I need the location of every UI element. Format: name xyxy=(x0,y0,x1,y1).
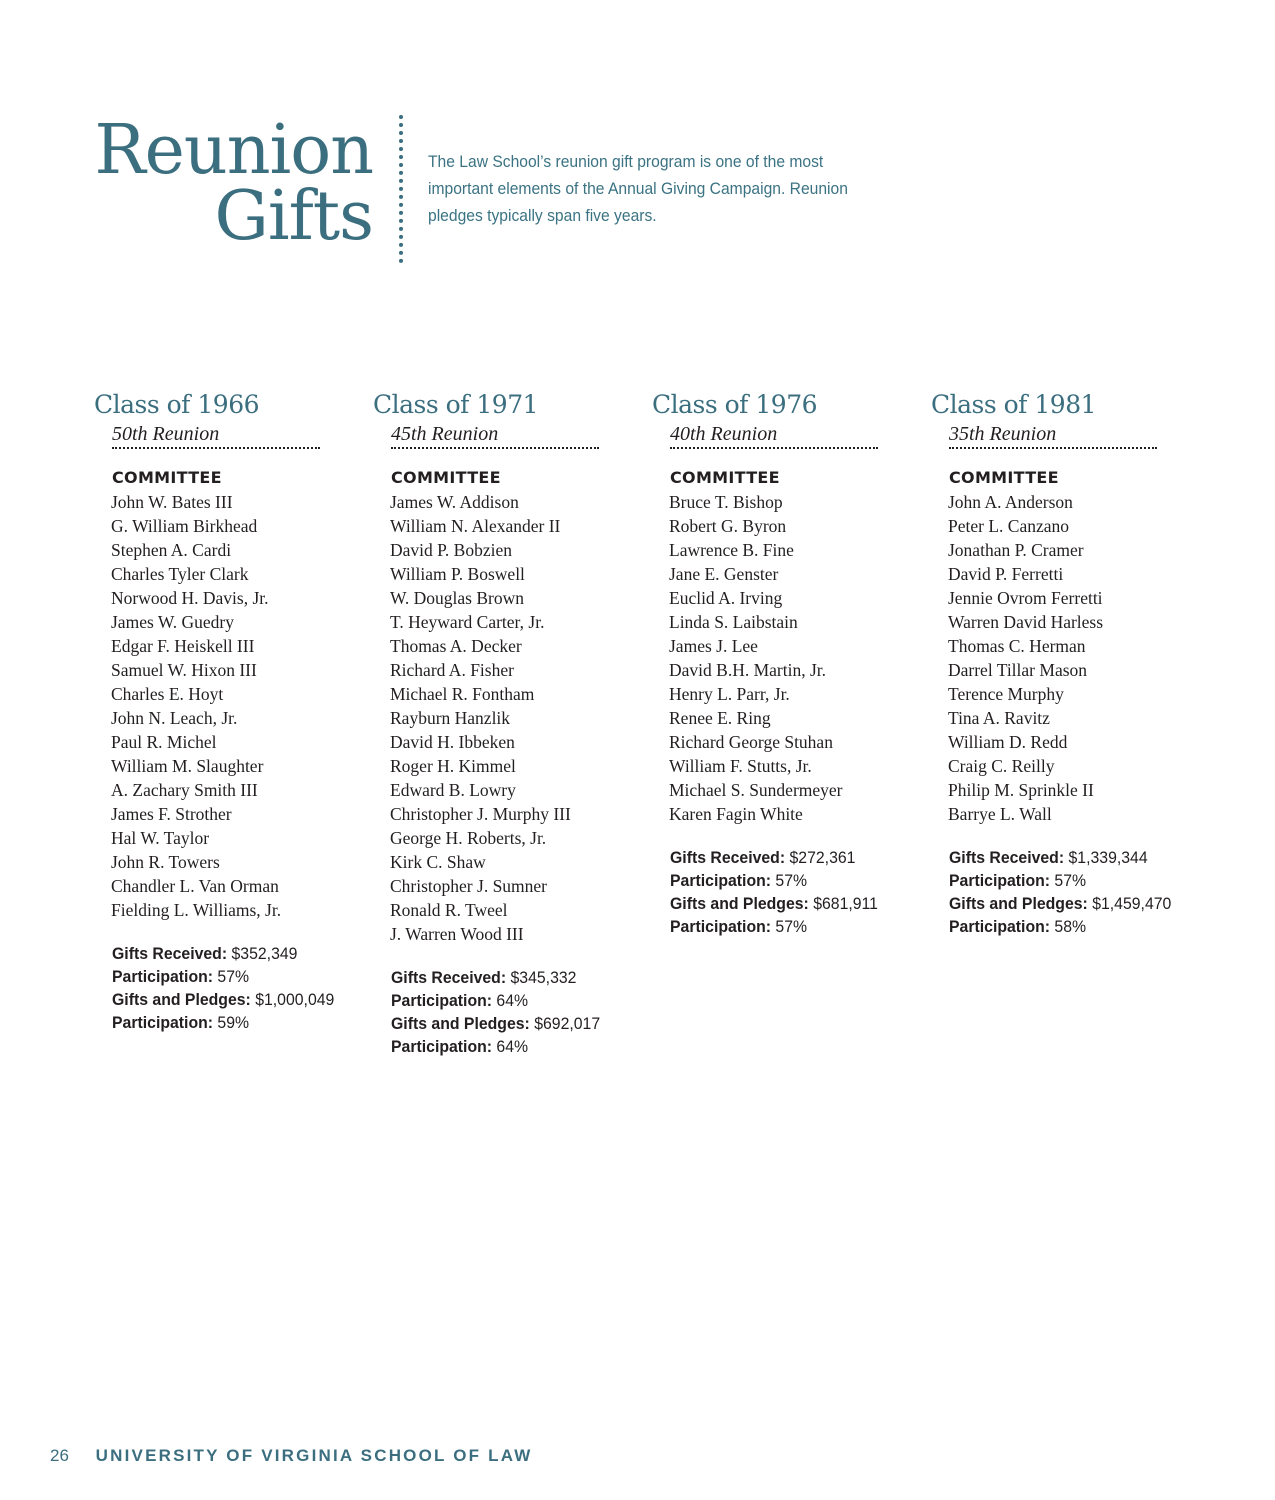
committee-member: Stephen A. Cardi xyxy=(111,540,232,560)
stat-row xyxy=(112,965,356,988)
stat-row xyxy=(949,892,1193,915)
committee-member: Hal W. Taylor xyxy=(111,828,210,848)
intro-paragraph: The Law School’s reunion gift program is one of the most important elements of the Annual Giving Campaign. Reunion pledges typically span five years. xyxy=(428,152,848,225)
class-title: Class of 1976 xyxy=(652,390,818,419)
stat-row xyxy=(112,1011,356,1034)
stat-value: 64% xyxy=(496,991,529,1010)
committee-member: Karen Fagin White xyxy=(669,804,803,824)
committee-list xyxy=(669,490,932,826)
committee-member: Jonathan P. Cramer xyxy=(948,540,1084,560)
committee-member: Michael R. Fontham xyxy=(390,684,535,704)
stat-value: 64% xyxy=(496,1037,529,1056)
committee-member: Peter L. Canzano xyxy=(948,516,1069,536)
committee-heading: COMMITTEE xyxy=(949,468,1059,487)
stat-value: $345,332 xyxy=(510,968,577,987)
committee-member: James W. Addison xyxy=(390,492,519,512)
stat-label: Participation: xyxy=(949,917,1051,936)
committee-member: Thomas C. Herman xyxy=(948,636,1086,656)
committee-member: William F. Stutts, Jr. xyxy=(669,756,812,776)
committee-member: G. William Birkhead xyxy=(111,516,258,536)
stat-label: Participation: xyxy=(112,967,214,986)
stat-label: Gifts and Pledges: xyxy=(112,990,251,1009)
committee-member: Lawrence B. Fine xyxy=(669,540,794,560)
class-title: Class of 1971 xyxy=(373,390,539,419)
stat-value: $352,349 xyxy=(231,944,298,963)
committee-member: Linda S. Laibstain xyxy=(669,612,798,632)
committee-member: John A. Anderson xyxy=(948,492,1073,512)
committee-heading: COMMITTEE xyxy=(112,468,222,487)
committee-list xyxy=(111,490,374,922)
stat-value: 57% xyxy=(775,871,808,890)
stat-row xyxy=(391,966,635,989)
committee-member: James W. Guedry xyxy=(111,612,234,632)
stat-row xyxy=(391,1035,635,1058)
stat-row xyxy=(949,915,1193,938)
committee-member: Norwood H. Davis, Jr. xyxy=(111,588,269,608)
committee-list xyxy=(390,490,653,946)
dotted-divider xyxy=(399,115,403,263)
committee-member: Richard A. Fisher xyxy=(390,660,514,680)
stat-label: Gifts Received: xyxy=(670,848,786,867)
committee-member: T. Heyward Carter, Jr. xyxy=(390,612,545,632)
committee-member: David B.H. Martin, Jr. xyxy=(669,660,827,680)
committee-member: Craig C. Reilly xyxy=(948,756,1055,776)
page-number: 26 xyxy=(50,1446,69,1465)
class-column-1981 xyxy=(931,388,1211,938)
class-column-1966 xyxy=(94,388,374,1034)
committee-member: John N. Leach, Jr. xyxy=(111,708,238,728)
stat-row xyxy=(391,989,635,1012)
class-title: Class of 1966 xyxy=(94,390,260,419)
committee-member: David H. Ibbeken xyxy=(390,732,515,752)
stat-row xyxy=(949,846,1193,869)
gift-stats xyxy=(391,966,653,1058)
stat-value: 57% xyxy=(1054,871,1087,890)
committee-member: Charles E. Hoyt xyxy=(111,684,224,704)
committee-member: Ronald R. Tweel xyxy=(390,900,508,920)
committee-member: Kirk C. Shaw xyxy=(390,852,486,872)
committee-member: William P. Boswell xyxy=(390,564,525,584)
title-line-gifts: Gifts xyxy=(214,177,373,256)
committee-member: Warren David Harless xyxy=(948,612,1104,632)
stat-value: 57% xyxy=(217,967,250,986)
reunion-label: 45th Reunion xyxy=(391,422,599,449)
stat-value: $272,361 xyxy=(789,848,856,867)
gift-stats xyxy=(670,846,932,938)
committee-member: Richard George Stuhan xyxy=(669,732,833,752)
committee-member: Barrye L. Wall xyxy=(948,804,1052,824)
title-line-reunion: Reunion xyxy=(94,111,373,190)
stat-label: Gifts and Pledges: xyxy=(391,1014,530,1033)
stat-row xyxy=(391,1012,635,1035)
committee-member: Tina A. Ravitz xyxy=(948,708,1050,728)
stat-label: Gifts Received: xyxy=(112,944,228,963)
stat-row xyxy=(670,892,914,915)
stat-label: Gifts Received: xyxy=(949,848,1065,867)
stat-row xyxy=(670,846,914,869)
stat-label: Participation: xyxy=(391,991,493,1010)
committee-member: Paul R. Michel xyxy=(111,732,217,752)
committee-member: Bruce T. Bishop xyxy=(669,492,783,512)
committee-member: Roger H. Kimmel xyxy=(390,756,516,776)
committee-member: John W. Bates III xyxy=(111,492,233,512)
stat-label: Gifts and Pledges: xyxy=(949,894,1088,913)
reunion-label: 50th Reunion xyxy=(112,422,320,449)
stat-row xyxy=(949,869,1193,892)
stat-value: 57% xyxy=(775,917,808,936)
stat-label: Participation: xyxy=(112,1013,214,1032)
committee-member: John R. Towers xyxy=(111,852,220,872)
committee-member: Philip M. Sprinkle II xyxy=(948,780,1094,800)
committee-member: George H. Roberts, Jr. xyxy=(390,828,547,848)
committee-member: David P. Ferretti xyxy=(948,564,1064,584)
committee-member: David P. Bobzien xyxy=(390,540,513,560)
stat-label: Gifts Received: xyxy=(391,968,507,987)
reunion-label: 35th Reunion xyxy=(949,422,1157,449)
stat-value: $1,000,049 xyxy=(255,990,335,1009)
committee-member: Michael S. Sundermeyer xyxy=(669,780,843,800)
committee-member: Charles Tyler Clark xyxy=(111,564,249,584)
class-column-1971 xyxy=(373,388,653,1058)
committee-member: W. Douglas Brown xyxy=(390,588,525,608)
committee-member: James J. Lee xyxy=(669,636,758,656)
committee-member: William N. Alexander II xyxy=(390,516,561,536)
committee-member: William M. Slaughter xyxy=(111,756,264,776)
committee-list xyxy=(948,490,1211,826)
stat-row xyxy=(112,942,356,965)
committee-member: Terence Murphy xyxy=(948,684,1064,704)
committee-member: Fielding L. Williams, Jr. xyxy=(111,900,282,920)
committee-member: Jennie Ovrom Ferretti xyxy=(948,588,1103,608)
stat-value: 58% xyxy=(1054,917,1087,936)
committee-member: Chandler L. Van Orman xyxy=(111,876,279,896)
committee-member: Thomas A. Decker xyxy=(390,636,522,656)
stat-row xyxy=(670,869,914,892)
committee-member: Robert G. Byron xyxy=(669,516,787,536)
stat-value: 59% xyxy=(217,1013,250,1032)
stat-value: $1,339,344 xyxy=(1068,848,1148,867)
school-name: UNIVERSITY OF VIRGINIA SCHOOL OF LAW xyxy=(95,1446,533,1465)
stat-label: Participation: xyxy=(949,871,1051,890)
committee-member: Henry L. Parr, Jr. xyxy=(669,684,790,704)
committee-member: Darrel Tillar Mason xyxy=(948,660,1088,680)
committee-member: Christopher J. Sumner xyxy=(390,876,548,896)
class-title: Class of 1981 xyxy=(931,390,1097,419)
stat-value: $681,911 xyxy=(813,894,878,913)
committee-member: Euclid A. Irving xyxy=(669,588,783,608)
committee-heading: COMMITTEE xyxy=(391,468,501,487)
stat-row xyxy=(112,988,356,1011)
committee-member: Jane E. Genster xyxy=(669,564,779,584)
committee-member: A. Zachary Smith III xyxy=(111,780,258,800)
committee-member: Renee E. Ring xyxy=(669,708,771,728)
page-title xyxy=(94,111,373,256)
stat-row xyxy=(670,915,914,938)
committee-member: William D. Redd xyxy=(948,732,1068,752)
committee-member: J. Warren Wood III xyxy=(390,924,524,944)
stat-label: Participation: xyxy=(670,871,772,890)
committee-heading: COMMITTEE xyxy=(670,468,780,487)
stat-label: Participation: xyxy=(391,1037,493,1056)
committee-member: James F. Strother xyxy=(111,804,232,824)
committee-member: Edgar F. Heiskell III xyxy=(111,636,255,656)
stat-value: $1,459,470 xyxy=(1092,894,1172,913)
stat-label: Participation: xyxy=(670,917,772,936)
committee-member: Samuel W. Hixon III xyxy=(111,660,257,680)
page-footer xyxy=(50,1446,533,1466)
stat-value: $692,017 xyxy=(534,1014,601,1033)
class-column-1976 xyxy=(652,388,932,938)
reunion-label: 40th Reunion xyxy=(670,422,878,449)
committee-member: Rayburn Hanzlik xyxy=(390,708,511,728)
committee-member: Edward B. Lowry xyxy=(390,780,516,800)
gift-stats xyxy=(112,942,374,1034)
committee-member: Christopher J. Murphy III xyxy=(390,804,571,824)
gift-stats xyxy=(949,846,1211,938)
stat-label: Gifts and Pledges: xyxy=(670,894,809,913)
